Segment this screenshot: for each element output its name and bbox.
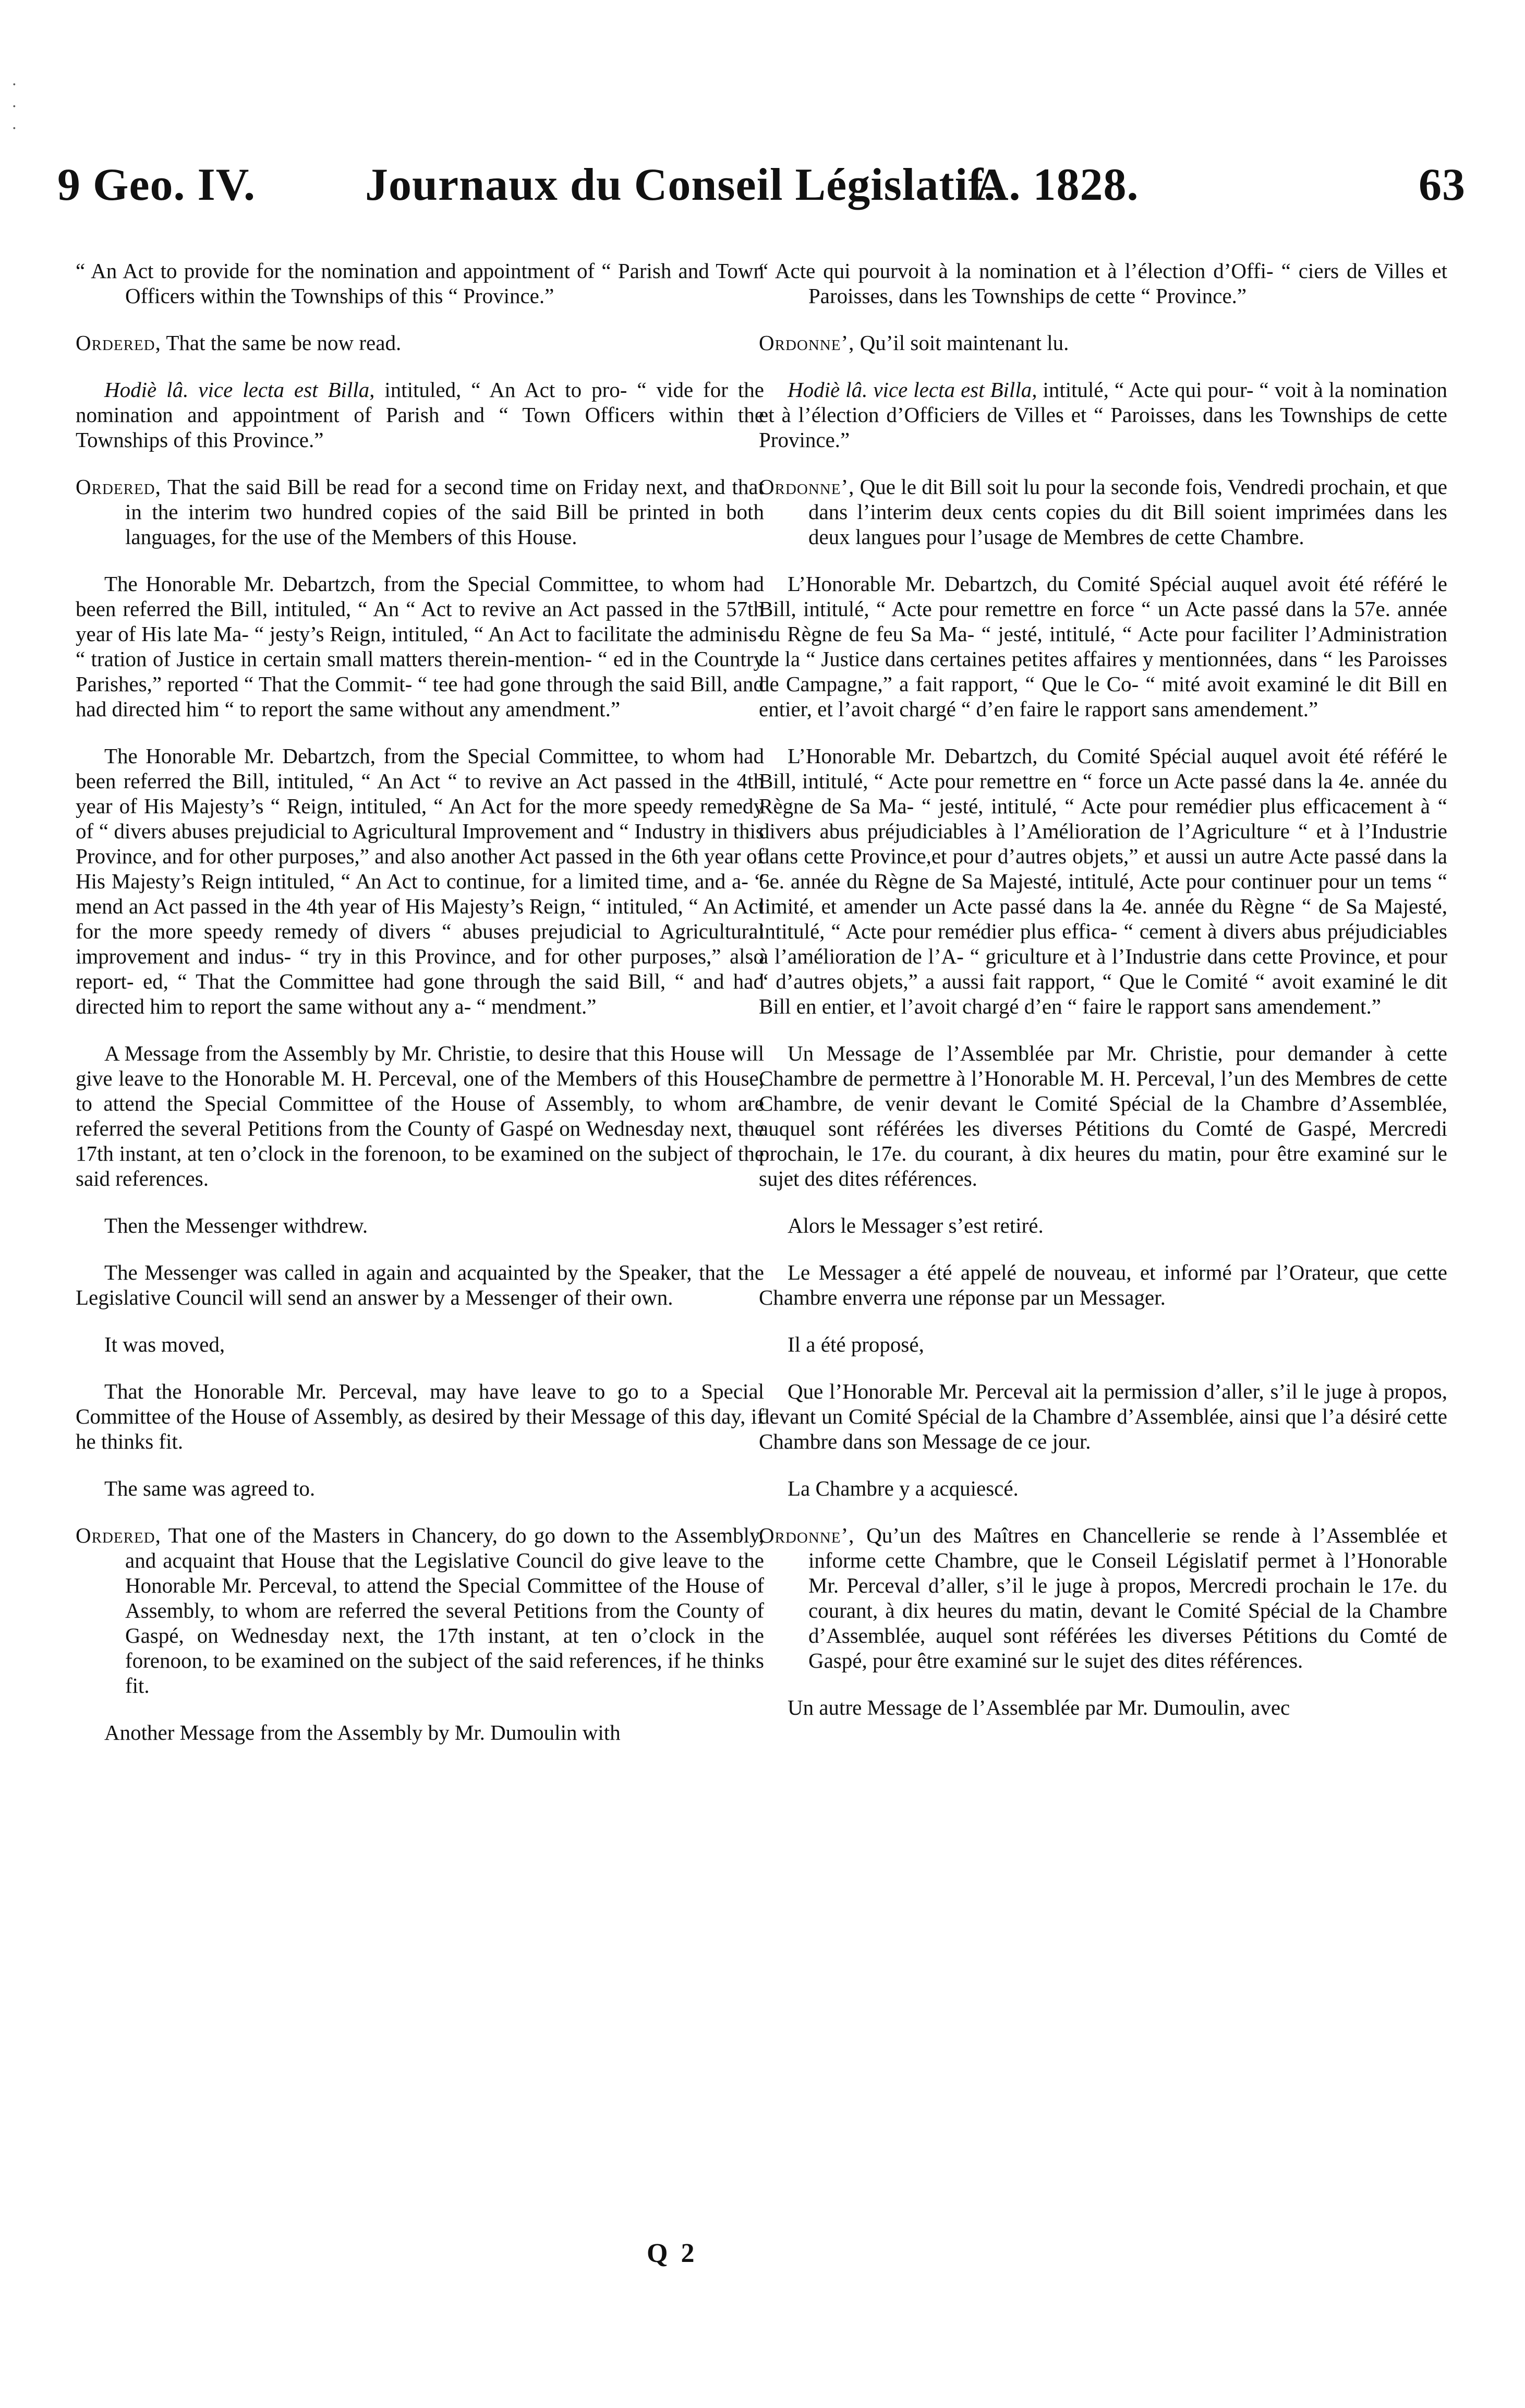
french-order-second-reading: Ordonne’, Que le dit Bill soit lu pour la seconde fois, Vendredi prochain, et que dans l’interim deux cents copies du dit Bill soient imprimées dans les deux langues pour l’usage de Membres de cette Chambre. — [759, 475, 1447, 549]
english-motion-perceval: That the Honorable Mr. Perceval, may have leave to go to a Special Committee of the House of Assembly, as desired by their Message of this day, if he thinks fit. — [76, 1379, 764, 1453]
margin-speck-marks: · · · — [11, 75, 17, 137]
english-first-reading: Hodiè lâ. vice lecta est Billa, intituled, “ An Act to pro- “ vide for the nomination and appointment of Parish and “ Town Officers within the Townships of this Province.” — [76, 378, 764, 452]
english-moved: It was moved, — [104, 1332, 225, 1356]
english-messenger-recalled: The Messenger was called in again and acquainted by the Speaker, that the Legislative Council will send an answer by a Messenger of their own. — [76, 1260, 764, 1309]
english-committee-report-2: The Honorable Mr. Debartzch, from the Special Committee, to whom had been referred the Bill, intituled, “ An Act “ to revive an Act passed in the 4th year of His Majesty’s “ Reign, intituled, “ An Act for the more speedy remedy of “ divers abuses prejudicial to Agricultural Improvement and “ Industry in this Province, and for other purposes,” and also another Act passed in the 6th year of His Majesty’s Reign intituled, “ An Act to continue, for a limited time, and a- “ mend an Act passed in the 4th year of His Majesty’s Reign, “ intituled, “ An Act for the more speedy remedy of divers “ abuses prejudicial to Agricultural improvement and indus- “ try in this Province, and for other purposes,” also report- ed, “ That the Committee had gone through the said Bill, “ and had directed him to report the same without any a- “ mendment.” — [76, 744, 764, 1018]
journal-year: A. 1828. — [975, 160, 1139, 210]
regnal-year: 9 Geo. IV. — [57, 160, 256, 210]
english-act-title: “ An Act to provide for the nomination and appointment of “ Parish and Town Officers within the Townships of this “ Province.” — [76, 259, 764, 308]
french-column — [759, 258, 1447, 1740]
english-order-master-chancery: Ordered, That one of the Masters in Chancery, do go down to the Assembly, and acquaint that House that the Legislative Council do give leave to the Honorable Mr. Perceval, to attend the Special Committee of the House of Assembly, to whom are referred the several Petitions from the County of Gaspé, on Wednesday next, the 17th instant, at ten o’clock in the forenoon, to be examined on the subject of the said references, if he thinks fit. — [76, 1523, 764, 1697]
english-message-christie: A Message from the Assembly by Mr. Christie, to desire that this House will give leave to the Honorable M. H. Perceval, one of the Members of this House, to attend the Special Committee of the House of Assembly, to whom are referred the several Petitions from the County of Gaspé on Wednesday next, the 17th instant, at ten o’clock in the forenoon, to be examined on the subject of the said references. — [76, 1041, 764, 1190]
english-messenger-withdrew: Then the Messenger withdrew. — [104, 1213, 368, 1237]
french-message-dumoulin: Un autre Message de l’Assemblée par Mr. Dumoulin, avec — [788, 1695, 1290, 1719]
printer-signature-mark: Q 2 — [647, 2238, 698, 2268]
french-moved: Il a été proposé, — [788, 1332, 924, 1356]
english-column — [76, 258, 764, 1765]
french-order-read: Ordonne’, Qu’il soit maintenant lu. — [759, 331, 1069, 355]
journal-title: Journaux du Conseil Législatif. — [365, 160, 996, 210]
english-message-dumoulin: Another Message from the Assembly by Mr. Dumoulin with — [104, 1720, 621, 1744]
french-act-title: “ Acte qui pourvoit à la nomination et à l’élection d’Offi- “ ciers de Villes et Paroisses, dans les Townships de cette “ Province.” — [759, 259, 1447, 308]
french-first-reading: Hodiè lâ. vice lecta est Billa, intitulé, “ Acte qui pour- “ voit à la nomination et à l’élection d’Officiers de Villes et “ Paroisses, dans les Townships de cette Province.” — [759, 378, 1448, 452]
french-agreed: La Chambre y a acquiescé. — [788, 1476, 1019, 1500]
english-order-read: Ordered, That the same be now read. — [76, 331, 402, 355]
english-order-second-reading: Ordered, That the said Bill be read for a second time on Friday next, and that in the interim two hundred copies of the said Bill be printed in both languages, for the use of the Members of this House. — [76, 475, 764, 549]
french-messenger-withdrew: Alors le Messager s’est retiré. — [788, 1213, 1044, 1237]
french-committee-report-1: L’Honorable Mr. Debartzch, du Comité Spécial auquel avoit été référé le Bill, intitulé, “ Acte pour remettre en force “ un Acte passé dans la 57e. année du Règne de feu Sa Ma- “ jesté, intitulé, “ Acte pour faciliter l’Administration de la “ Justice dans certaines petites affaires y mentionnées, dans “ les Paroisses de Campagne,” a fait rapport, “ Que le Co- “ mité avoit examiné le dit Bill en entier, et l’avoit chargé “ d’en faire le rapport sans amendement.” — [759, 572, 1447, 721]
french-order-master-chancery: Ordonne’, Qu’un des Maîtres en Chancellerie se rende à l’Assemblée et informe cette Chambre, que le Conseil Législatif permet à l’Honorable Mr. Perceval d’aller, s’il le juge à propos, Mercredi prochain le 17e. du courant, à dix heures du matin, devant le Comité Spécial de la Chambre d’Assemblée, auquel sont référées les diverses Pétitions du Comté de Gaspé, pour être examiné sur le sujet des dites références. — [759, 1523, 1447, 1672]
french-motion-perceval: Que l’Honorable Mr. Perceval ait la permission d’aller, s’il le juge à propos, devant un Comité Spécial de la Chambre d’Assemblée, ainsi que l’a désiré cette Chambre dans son Message de ce jour. — [759, 1379, 1447, 1453]
page-header — [57, 156, 1466, 214]
page-number: 63 — [1419, 160, 1466, 210]
french-messenger-recalled: Le Messager a été appelé de nouveau, et informé par l’Orateur, que cette Chambre enverra une réponse par un Messager. — [759, 1260, 1447, 1309]
french-committee-report-2: L’Honorable Mr. Debartzch, du Comité Spécial auquel avoit été référé le Bill, intitulé, “ Acte pour remettre en “ force un Acte passé dans la 4e. année du Règne de Sa Ma- “ jesté, intitulé, “ Acte pour remédier plus efficacement à “ divers abus préjudiciables à l’Amélioration de l’Agriculture “ et à l’Industrie dans cette Province,et pour d’autres objets,” et aussi un autre Acte passé dans la 6e. année du Règne de Sa Majesté, intitulé, Acte pour continuer pour un tems “ limité, et amender un Acte passé dans la 4e. année du Règne “ de Sa Majesté, intitulé, “ Acte pour remédier plus effica- “ cement à divers abus préjudiciables à l’amélioration de l’A- “ griculture et à l’Industrie dans cette Province, et pour “ d’autres objets,” a aussi fait rapport, “ Que le Comité “ avoit examiné le dit Bill en entier, et l’avoit chargé d’en “ faire le rapport sans amendement.” — [759, 744, 1447, 1018]
english-committee-report-1: The Honorable Mr. Debartzch, from the Special Committee, to whom had been referred the Bill, intituled, “ An “ Act to revive an Act passed in the 57th year of His late Ma- “ jesty’s Reign, intituled, “ An Act to facilitate the adminis- “ tration of Justice in certain small matters therein-mention- “ ed in the Country Parishes,” reported “ That the Commit- “ tee had gone through the said Bill, and had directed him “ to report the same without any amendment.” — [76, 572, 764, 721]
english-agreed: The same was agreed to. — [104, 1476, 316, 1500]
french-message-christie: Un Message de l’Assemblée par Mr. Christie, pour demander à cette Chambre de permettre à l’Honorable M. H. Perceval, l’un des Membres de cette Chambre, de venir devant le Comité Spécial de la Chambre d’Assemblée, auquel sont référées les diverses Pétitions du Comté de Gaspé, Mercredi prochain, le 17e. du courant, à dix heures du matin, pour être examiné sur le sujet des dites références. — [759, 1041, 1447, 1190]
